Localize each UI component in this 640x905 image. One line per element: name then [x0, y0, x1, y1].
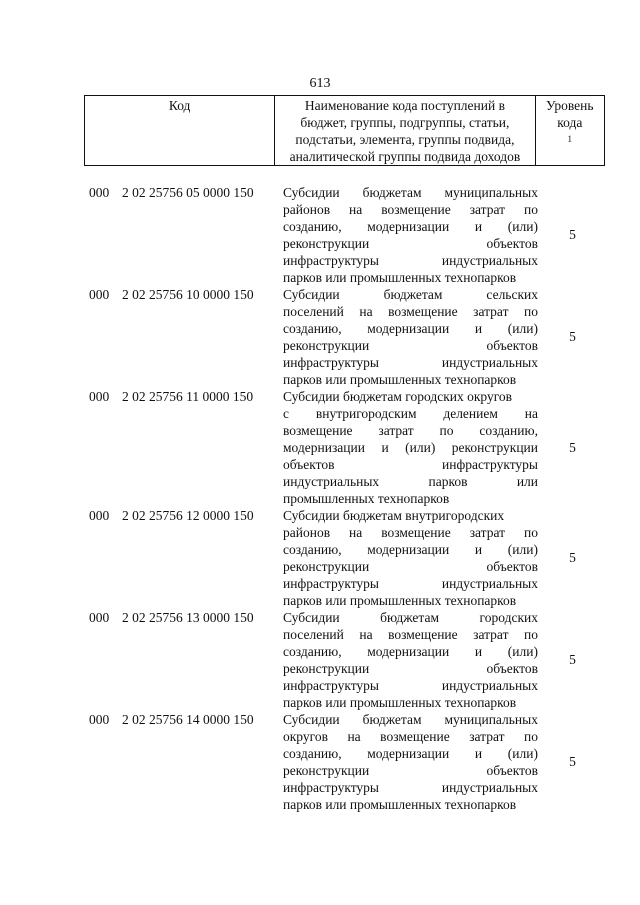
row-name-line: [283, 694, 538, 711]
row-name-word: и: [474, 746, 483, 761]
row-name-line: [283, 252, 538, 269]
table-row: [84, 184, 605, 286]
row-name-word: городских: [479, 610, 538, 625]
row-name-word: возмещение: [381, 525, 451, 540]
row-level: 5: [569, 439, 576, 455]
row-name-word: реконструкции: [451, 440, 538, 455]
row-name-word: инфраструктуры: [283, 576, 379, 591]
row-name-word: созданию,: [283, 219, 342, 234]
row-name-word: затрат: [473, 304, 509, 319]
row-name-word: муниципальных: [444, 185, 538, 200]
row-name-word: по: [524, 729, 538, 744]
row-prefix: 000: [89, 712, 110, 727]
row-prefix: 000: [89, 508, 110, 523]
row-name-word: индустриальных: [283, 474, 380, 489]
row-name-word: реконструкции: [283, 236, 370, 251]
row-name-line: [283, 711, 538, 728]
row-name-line: [283, 235, 538, 252]
row-name-word: индустриальных: [441, 355, 538, 370]
row-name-line: [283, 558, 538, 575]
row-name-line: [283, 660, 538, 677]
row-name-word: затрат: [473, 627, 509, 642]
row-name-word: реконструкции: [283, 763, 370, 778]
row-name-word: объектов: [486, 338, 538, 353]
row-name: [283, 286, 538, 388]
row-name-word: на: [349, 202, 363, 217]
header-name-line: Наименование кода поступлений в: [304, 98, 505, 113]
row-name-word: (или): [507, 219, 538, 234]
row-name-word: на: [359, 304, 373, 319]
row-name-line: [283, 184, 538, 201]
row-name-line: [283, 745, 538, 762]
row-name-word: модернизации: [283, 440, 365, 455]
row-name-word: и: [474, 219, 483, 234]
header-level-label: Уровень: [546, 98, 594, 113]
row-name-word: возмещение: [388, 627, 458, 642]
row-name-word: с: [283, 406, 289, 421]
row-name-word: инфраструктуры: [442, 457, 538, 472]
row-name-word: созданию,: [283, 542, 342, 557]
row-level: 5: [569, 329, 576, 344]
row-name: [283, 711, 538, 813]
table-row: [84, 711, 605, 813]
table-row: [84, 388, 605, 507]
row-name-line: [283, 626, 538, 643]
row-code: 2 02 25756 10 0000 150: [122, 287, 254, 302]
footnote-marker: 1: [567, 134, 573, 144]
row-name-line: [283, 218, 538, 235]
row-name-word: Субсидии: [283, 712, 340, 727]
row-name-word: парков или промышленных технопарков: [283, 372, 517, 387]
row-name-word: парков: [428, 474, 468, 489]
row-name-word: инфраструктуры: [283, 253, 379, 268]
row-name-line: [283, 286, 538, 303]
row-name-line: [283, 541, 538, 558]
row-name-word: Субсидии: [283, 610, 340, 625]
table-row: [84, 609, 605, 711]
row-name-word: или: [516, 474, 538, 489]
row-prefix: 000: [89, 287, 110, 302]
row-name-word: бюджетам: [362, 185, 422, 200]
row-name-line: [283, 779, 538, 796]
table-row: [84, 286, 605, 388]
row-name-word: поселений: [283, 627, 344, 642]
row-name: [283, 507, 538, 609]
row-prefix: 000: [89, 389, 110, 404]
row-name-word: Субсидии бюджетам внутригородских: [283, 508, 505, 523]
row-name-word: районов: [283, 202, 331, 217]
row-name-line: [283, 303, 538, 320]
row-name-word: модернизации: [367, 746, 450, 761]
row-name-word: по: [523, 304, 538, 319]
row-name-word: и: [474, 321, 483, 336]
row-prefix: 000: [89, 185, 110, 200]
row-name-word: модернизации: [367, 321, 450, 336]
row-name-word: объектов: [486, 236, 538, 251]
row-prefix: 000: [89, 610, 110, 625]
row-name-word: созданию,: [479, 423, 538, 438]
row-name-word: Субсидии бюджетам городских округов: [283, 389, 513, 404]
row-name-word: сельских: [486, 287, 538, 302]
row-name-word: парков или промышленных технопарков: [283, 797, 517, 812]
row-name-word: объектов: [486, 763, 538, 778]
row-name-word: созданию,: [283, 644, 342, 659]
row-name-word: модернизации: [367, 542, 450, 557]
row-name-word: (или): [507, 321, 538, 336]
row-name-word: (или): [507, 746, 538, 761]
row-name-word: по: [523, 627, 538, 642]
row-name-word: на: [349, 525, 363, 540]
row-name-word: затрат: [469, 202, 506, 217]
row-name-word: созданию,: [283, 321, 342, 336]
header-name-line: аналитической группы подвида доходов: [289, 149, 521, 164]
table-row: [84, 507, 605, 609]
row-name-word: на: [524, 406, 538, 421]
row-name-word: парков или промышленных технопарков: [283, 593, 517, 608]
header-name-line: бюджет, группы, подгруппы, статьи,: [300, 115, 510, 130]
row-name-line: [283, 354, 538, 371]
row-code: 2 02 25756 05 0000 150: [122, 185, 254, 200]
row-name-word: внутригородским: [315, 406, 417, 421]
row-name-line: [283, 490, 538, 507]
row-name-word: бюджетам: [383, 287, 443, 302]
row-name-word: индустриальных: [441, 576, 538, 591]
row-name-line: [283, 575, 538, 592]
row-code: 2 02 25756 11 0000 150: [122, 389, 254, 404]
row-name-line: [283, 762, 538, 779]
row-name-word: парков или промышленных технопарков: [283, 270, 517, 285]
row-name-word: округов: [283, 729, 328, 744]
row-name-word: бюджетам: [380, 610, 440, 625]
row-name-word: модернизации: [367, 644, 450, 659]
row-name-line: [283, 473, 538, 490]
row-name-word: реконструкции: [283, 661, 370, 676]
row-name-word: (или): [405, 440, 436, 455]
row-level: 5: [569, 652, 576, 667]
row-name-word: районов: [283, 525, 331, 540]
row-name-word: объектов: [283, 457, 335, 472]
row-name-word: индустриальных: [441, 253, 538, 268]
row-name-line: [283, 320, 538, 337]
row-name-line: [283, 269, 538, 286]
row-name-word: Субсидии: [283, 185, 340, 200]
row-name-word: по: [524, 202, 538, 217]
row-name-word: реконструкции: [283, 559, 370, 574]
row-name-line: [283, 439, 538, 456]
header-code-cell: [85, 96, 275, 166]
header-name-line: подстатьи, элемента, группы подвида,: [295, 132, 515, 147]
row-level: 5: [569, 754, 576, 769]
row-name-line: [283, 507, 538, 524]
row-name-word: индустриальных: [441, 678, 538, 693]
row-name-word: индустриальных: [441, 780, 538, 795]
row-name-word: промышленных технопарков: [283, 491, 450, 506]
row-code: 2 02 25756 14 0000 150: [122, 712, 254, 727]
row-name-line: [283, 456, 538, 473]
row-name-word: Субсидии: [283, 287, 340, 302]
row-name-line: [283, 728, 538, 745]
row-name-word: (или): [507, 542, 538, 557]
row-name-word: и: [474, 644, 483, 659]
row-name-word: затрат: [469, 729, 505, 744]
row-name-word: объектов: [486, 559, 538, 574]
row-name-word: реконструкции: [283, 338, 370, 353]
row-name-word: затрат: [469, 525, 506, 540]
header-level-word: кода: [557, 115, 583, 130]
row-name-word: бюджетам: [362, 712, 422, 727]
row-name-word: созданию,: [283, 746, 342, 761]
row-name-word: инфраструктуры: [283, 678, 379, 693]
row-code: 2 02 25756 13 0000 150: [122, 610, 254, 625]
row-name-line: [283, 388, 538, 405]
table-body: [84, 184, 605, 813]
row-name-word: возмещение: [283, 423, 353, 438]
row-name-line: [283, 524, 538, 541]
row-name-word: по: [439, 423, 454, 438]
row-name-word: объектов: [486, 661, 538, 676]
row-name-line: [283, 201, 538, 218]
row-level: 5: [569, 550, 576, 565]
row-name: [283, 609, 538, 711]
row-name-line: [283, 643, 538, 660]
header-level-cell: [535, 96, 604, 166]
header-level-label-2: [536, 114, 604, 152]
row-name-word: по: [524, 525, 538, 540]
row-name-word: муниципальных: [444, 712, 538, 727]
row-name-word: затрат: [378, 423, 414, 438]
row-name-word: (или): [507, 644, 538, 659]
row-name-line: [283, 405, 538, 422]
row-name-line: [283, 609, 538, 626]
row-name-word: модернизации: [367, 219, 450, 234]
header-code-label: Код: [168, 98, 191, 113]
row-name-word: на: [347, 729, 361, 744]
row-name-word: поселений: [283, 304, 344, 319]
row-name-line: [283, 337, 538, 354]
page-number: 613: [309, 76, 331, 91]
row-name-word: делением: [443, 406, 498, 421]
table-header: [84, 95, 605, 166]
row-name-line: [283, 371, 538, 388]
row-name-line: [283, 422, 538, 439]
row-name: [283, 388, 538, 507]
row-name-word: возмещение: [380, 729, 450, 744]
row-name-line: [283, 796, 538, 813]
row-name-word: и: [381, 440, 389, 455]
row-name: [283, 184, 538, 286]
row-name-word: парков или промышленных технопарков: [283, 695, 517, 710]
row-code: 2 02 25756 12 0000 150: [122, 508, 254, 523]
row-name-line: [283, 592, 538, 609]
row-name-word: возмещение: [388, 304, 458, 319]
row-name-word: и: [474, 542, 483, 557]
row-name-word: возмещение: [381, 202, 451, 217]
row-name-line: [283, 677, 538, 694]
row-name-word: инфраструктуры: [283, 780, 379, 795]
header-name-cell: [275, 96, 535, 166]
row-name-word: на: [359, 627, 373, 642]
row-name-word: инфраструктуры: [283, 355, 379, 370]
row-level: 5: [569, 227, 576, 242]
